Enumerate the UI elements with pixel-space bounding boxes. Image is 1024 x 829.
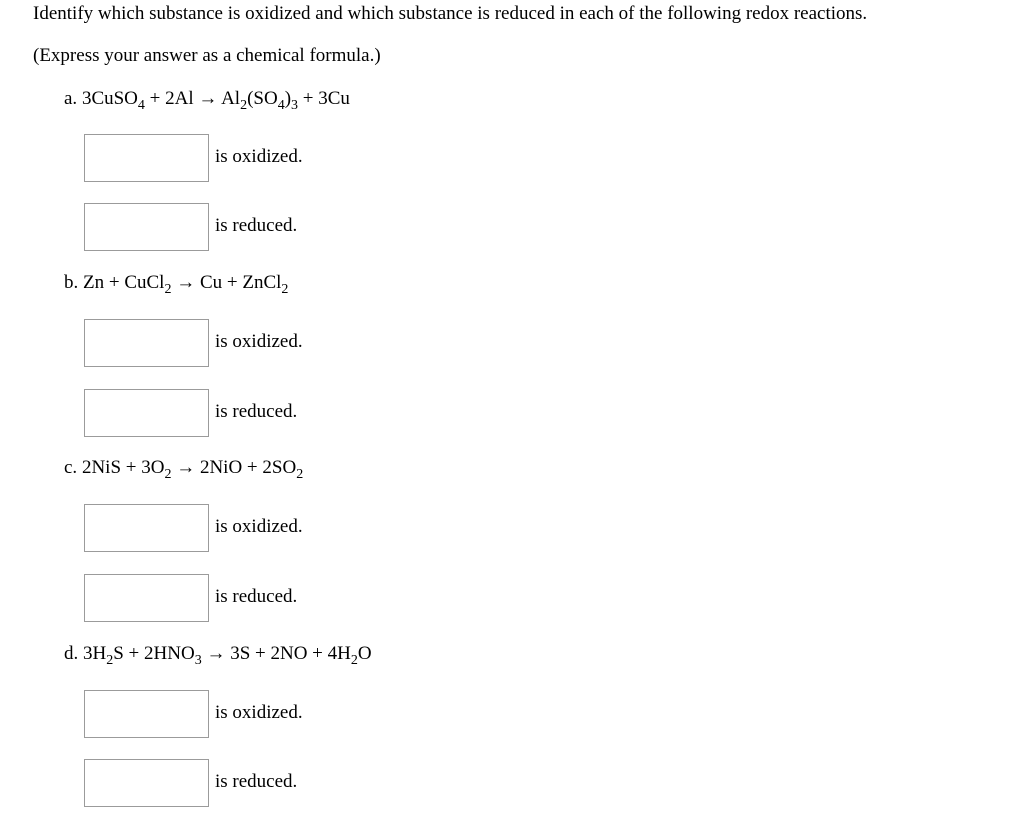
reduced-input-c[interactable] xyxy=(84,574,209,622)
equation-text: → 2NiO + 2SO xyxy=(171,457,297,478)
equation-text: 3CuSO xyxy=(77,88,138,109)
answer-row-b-oxidized xyxy=(84,319,484,369)
equation-text: (SO xyxy=(247,88,278,109)
part-label: a. xyxy=(64,88,78,109)
reduced-label: is reduced. xyxy=(215,401,298,422)
part-label: c. xyxy=(64,457,78,478)
answer-row-a-reduced xyxy=(84,203,484,253)
equation-text: Zn + CuCl xyxy=(78,272,165,293)
subscript: 2 xyxy=(106,653,114,668)
subscript: 2 xyxy=(164,467,172,482)
answer-row-c-oxidized xyxy=(84,504,484,554)
equation-text: → 3S + 2NO + 4H xyxy=(201,643,351,664)
subscript: 2 xyxy=(240,98,248,113)
equation-d xyxy=(64,643,372,668)
equation-text: → Cu + ZnCl xyxy=(171,272,282,293)
equation-body xyxy=(78,272,289,297)
reduced-label: is reduced. xyxy=(215,771,298,792)
equation-text: + 2Al → Al xyxy=(144,88,241,109)
oxidized-label: is oxidized. xyxy=(215,146,303,167)
equation-text: + 3Cu xyxy=(298,88,350,109)
answer-row-b-reduced xyxy=(84,389,484,439)
subscript: 2 xyxy=(164,282,172,297)
subscript: 2 xyxy=(281,282,289,297)
reduced-label: is reduced. xyxy=(215,215,298,236)
oxidized-label: is oxidized. xyxy=(215,516,303,537)
reduced-input-a[interactable] xyxy=(84,203,209,251)
instruction-text: Identify which substance is oxidized and which substance is reduced in each of the following redox reactions. xyxy=(33,3,868,24)
answer-row-a-oxidized xyxy=(84,134,484,184)
answer-row-d-reduced xyxy=(84,759,484,809)
oxidized-label: is oxidized. xyxy=(215,702,303,723)
equation-c xyxy=(64,457,304,482)
oxidized-label: is oxidized. xyxy=(215,331,303,352)
subscript: 2 xyxy=(350,653,358,668)
equation-text: O xyxy=(357,643,372,664)
equation-text: ) xyxy=(284,88,292,109)
subscript: 2 xyxy=(296,467,304,482)
reduced-label: is reduced. xyxy=(215,586,298,607)
equation-b xyxy=(64,272,289,297)
equation-text: 3H xyxy=(78,643,107,664)
oxidized-input-b[interactable] xyxy=(84,319,209,367)
oxidized-input-a[interactable] xyxy=(84,134,209,182)
answer-row-d-oxidized xyxy=(84,690,484,740)
oxidized-input-d[interactable] xyxy=(84,690,209,738)
part-label: d. xyxy=(64,643,79,664)
equation-text: 2NiS + 3O xyxy=(77,457,165,478)
equation-body xyxy=(78,643,372,668)
equation-a xyxy=(64,88,350,113)
answer-row-c-reduced xyxy=(84,574,484,624)
oxidized-input-c[interactable] xyxy=(84,504,209,552)
subscript: 3 xyxy=(291,98,299,113)
subscript: 3 xyxy=(194,653,202,668)
subscript: 4 xyxy=(137,98,145,113)
equation-body xyxy=(77,457,304,482)
part-label: b. xyxy=(64,272,79,293)
answer-format-note: (Express your answer as a chemical formula.) xyxy=(33,45,381,66)
subscript: 4 xyxy=(277,98,285,113)
equation-body xyxy=(77,88,350,113)
reduced-input-d[interactable] xyxy=(84,759,209,807)
equation-text: S + 2HNO xyxy=(113,643,195,664)
reduced-input-b[interactable] xyxy=(84,389,209,437)
